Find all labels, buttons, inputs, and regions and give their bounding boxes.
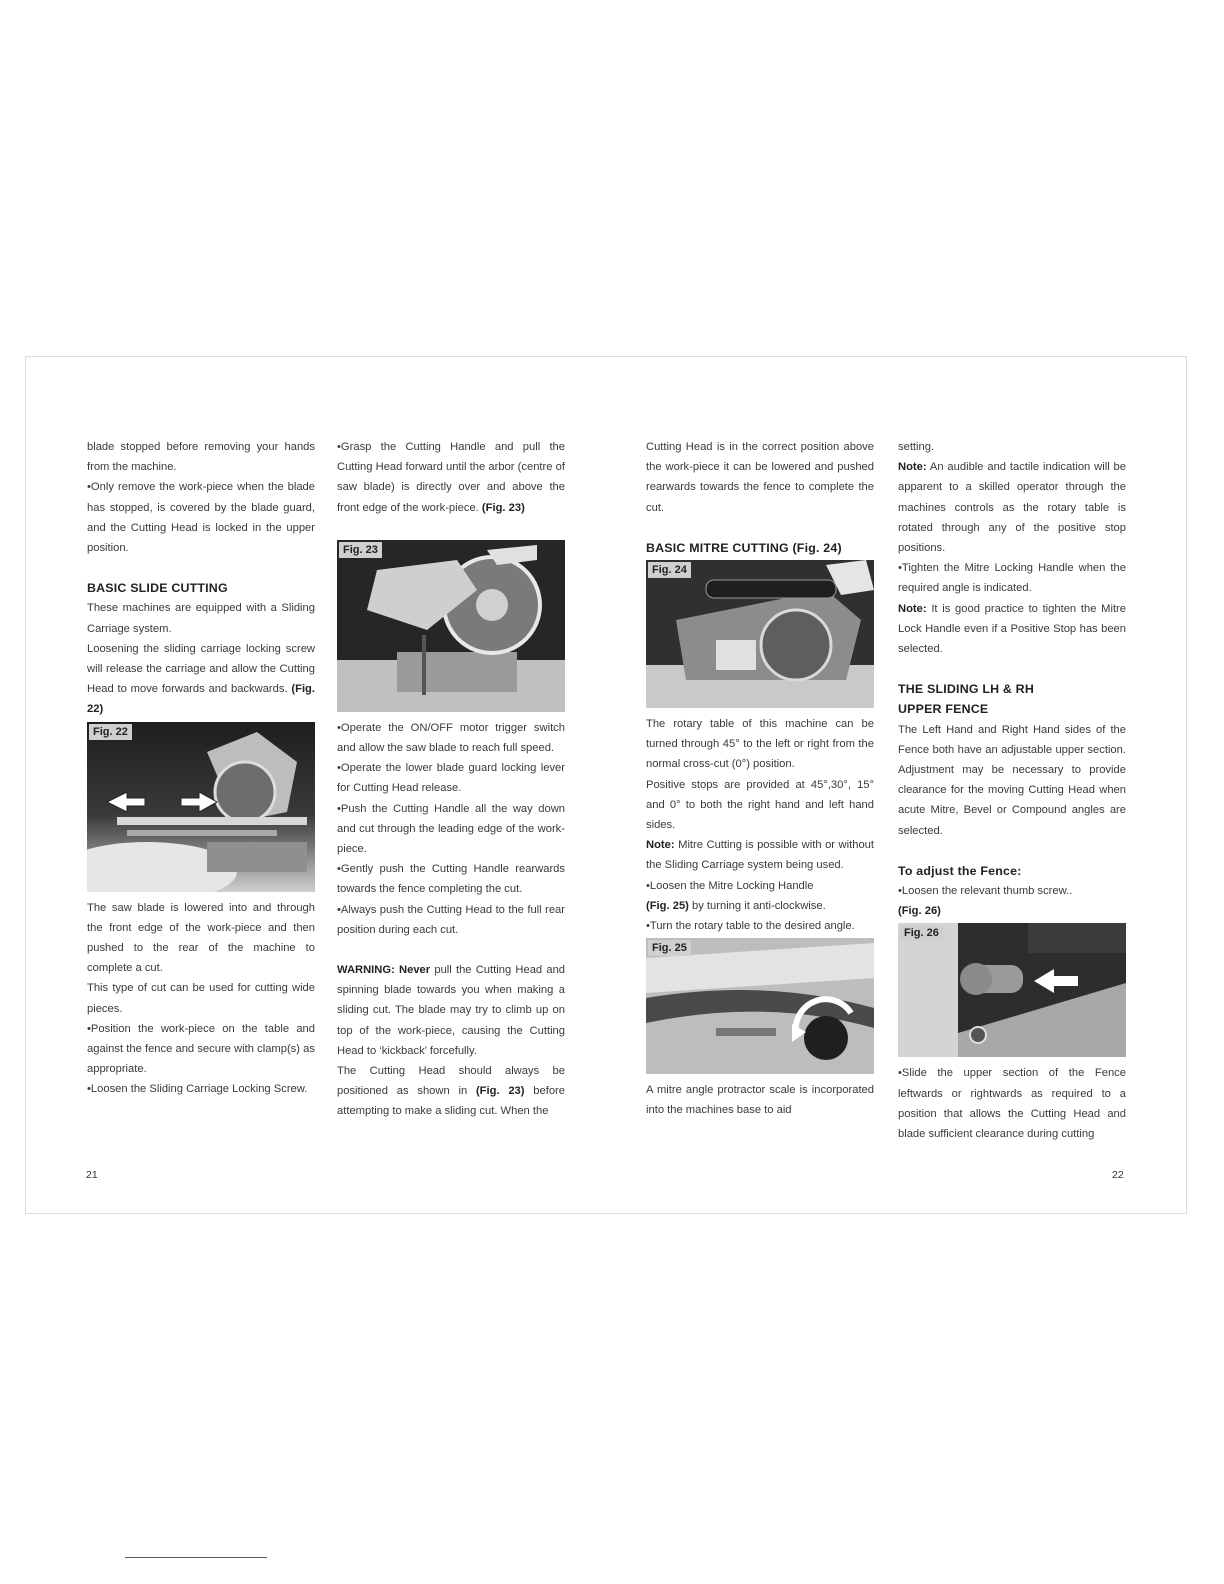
column-1 <box>87 437 315 1100</box>
figure-label: Fig. 22 <box>89 724 132 740</box>
figure-label: Fig. 23 <box>339 542 382 558</box>
paragraph: Loosening the sliding carriage locking screw will release the carriage and allow the Cutting Head to move forwards and backwards. (Fig. 22) <box>87 642 316 716</box>
figure-22-photo <box>87 722 315 892</box>
link-underline <box>125 1557 267 1558</box>
figure-label: Fig. 24 <box>648 562 691 578</box>
figure-25-photo <box>646 938 874 1074</box>
paragraph: •Always push the Cutting Head to the full rear position during each cut. <box>337 903 565 936</box>
paragraph: blade stopped before removing your hands from the machine. <box>87 441 315 474</box>
column-2 <box>337 437 565 1122</box>
paragraph: A mitre angle protractor scale is incorporated into the machines base to aid <box>646 1084 874 1117</box>
paragraph: This type of cut can be used for cutting wide pieces. <box>87 982 315 1015</box>
paragraph: •Operate the lower blade guard locking lever for Cutting Head release. <box>337 762 565 795</box>
paragraph: •Only remove the work-piece when the blade has stopped, is covered by the blade guard, and the Cutting Head is locked in the upper position. <box>87 481 315 555</box>
figure-24-photo <box>646 560 874 708</box>
paragraph: Note: It is good practice to tighten the Mitre Lock Handle even if a Positive Stop has been selected. <box>898 602 1126 656</box>
paragraph: •Loosen the Mitre Locking Handle <box>646 879 814 892</box>
paragraph: •Tighten the Mitre Locking Handle when the required angle is indicated. <box>898 562 1126 595</box>
paragraph: Cutting Head is in the correct position above the work-piece it can be lowered and pushed rearwards towards the fence to complete the cut. <box>646 441 874 514</box>
figure-25 <box>646 938 874 1074</box>
section-heading: UPPER FENCE <box>898 702 989 717</box>
paragraph: Note: An audible and tactile indication will be apparent to a skilled operator through the machines controls as the rotary table is rotated through any of the positive stop positions. <box>898 461 1126 555</box>
column-4 <box>898 437 1126 1144</box>
paragraph: The Cutting Head should always be positioned as shown in (Fig. 23) before attempting to make a sliding cut. When the <box>337 1065 566 1118</box>
manual-spread <box>25 356 1187 1214</box>
page-number-left: 21 <box>86 1169 98 1181</box>
figure-23 <box>337 540 565 712</box>
paragraph: The rotary table of this machine can be turned through 45° to the left or right from the normal cross-cut (0°) position. <box>646 718 874 771</box>
subheading: To adjust the Fence: <box>898 863 1022 878</box>
paragraph: •Grasp the Cutting Handle and pull the Cutting Head forward until the arbor (centre of saw blade) is directly over and above the front edge of the work-piece. (Fig. 23) <box>337 441 565 514</box>
paragraph: The Left Hand and Right Hand sides of the Fence both have an adjustable upper section. Adjustment may be necessary to provide clearance for the moving Cutting Head when acute Mitre, Bevel or Compound angles are selected. <box>898 723 1126 837</box>
warning-paragraph: WARNING: Never pull the Cutting Head and spinning blade towards you when making a sliding cut. The blade may try to climb up on top of the work-piece, causing the Cutting Head to ‘kickback’ forcefully. <box>337 964 566 1057</box>
page-number-right: 22 <box>1112 1169 1124 1181</box>
section-heading: BASIC SLIDE CUTTING <box>87 581 228 596</box>
section-heading: THE SLIDING LH & RH <box>898 682 1034 697</box>
paragraph: Note: Mitre Cutting is possible with or without the Sliding Carriage system being used. <box>646 839 875 872</box>
figure-24 <box>646 560 874 708</box>
paragraph: •Operate the ON/OFF motor trigger switch and allow the saw blade to reach full speed. <box>337 721 565 755</box>
figure-23-photo <box>337 540 565 712</box>
figure-22 <box>87 722 315 892</box>
figure-label: Fig. 25 <box>648 940 691 956</box>
section-heading: BASIC MITRE CUTTING (Fig. 24) <box>646 540 842 555</box>
paragraph: •Turn the rotary table to the desired angle. <box>646 920 855 933</box>
paragraph: These machines are equipped with a Sliding Carriage system. <box>87 602 315 635</box>
paragraph: •Slide the upper section of the Fence leftwards or rightwards as required to a position that allows the Cutting Head and blade sufficient clearance during cutting <box>898 1067 1126 1141</box>
column-3 <box>646 437 874 1121</box>
paragraph: •Loosen the relevant thumb screw.. <box>898 885 1073 898</box>
paragraph: setting. <box>898 441 935 453</box>
figure-26 <box>898 923 1126 1057</box>
paragraph: •Gently push the Cutting Handle rearwards towards the fence completing the cut. <box>337 863 565 896</box>
paragraph: The saw blade is lowered into and through the front edge of the work-piece and then pushed to the rear of the machine to complete a cut. <box>87 901 315 975</box>
paragraph: •Loosen the Sliding Carriage Locking Screw. <box>87 1083 308 1096</box>
figure-reference: (Fig. 26) <box>898 905 941 918</box>
figure-26-photo <box>898 923 1126 1057</box>
paragraph: •Push the Cutting Handle all the way down and cut through the leading edge of the work-piece. <box>337 802 565 856</box>
paragraph: •Position the work-piece on the table and against the fence and secure with clamp(s) as appropriate. <box>87 1022 315 1076</box>
figure-label: Fig. 26 <box>900 925 943 941</box>
paragraph: Positive stops are provided at 45°,30°, 15° and 0° to both the right hand and left hand sides. <box>646 778 874 832</box>
paragraph: (Fig. 25) by turning it anti-clockwise. <box>646 899 826 912</box>
